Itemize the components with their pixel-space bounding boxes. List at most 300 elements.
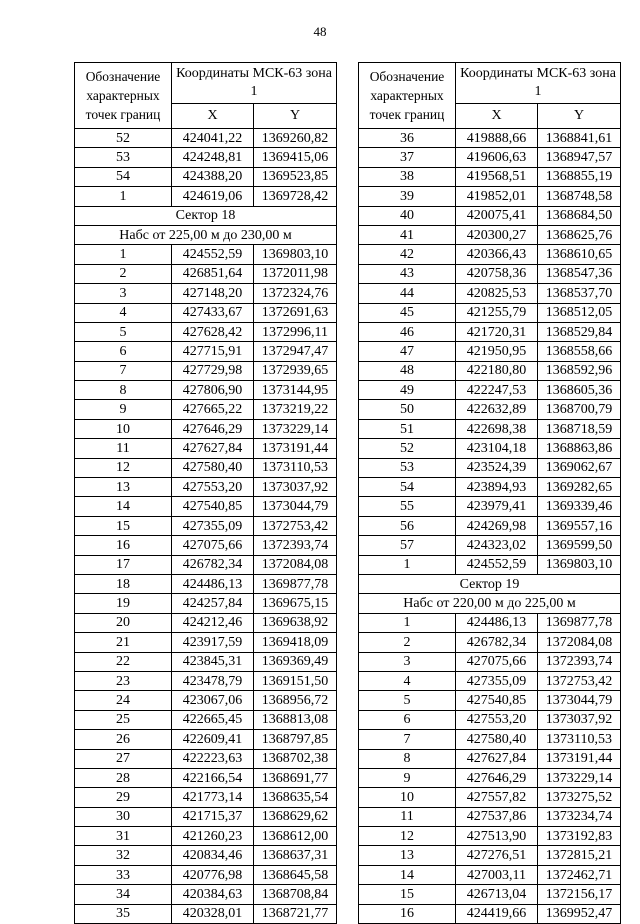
x-coordinate-cell: 427075,66	[172, 536, 254, 555]
x-coordinate-cell: 419606,63	[456, 148, 538, 167]
x-coordinate-cell: 420825,53	[456, 284, 538, 303]
y-coordinate-cell: 1372462,71	[538, 865, 621, 884]
table-row	[75, 129, 337, 148]
table-row	[75, 322, 337, 341]
point-number-cell: 27	[75, 749, 172, 768]
y-coordinate-cell: 1372947,47	[254, 342, 337, 361]
y-coordinate-cell: 1368956,72	[254, 691, 337, 710]
y-coordinate-cell: 1372753,42	[538, 671, 621, 690]
table-row	[359, 458, 621, 477]
x-coordinate-cell: 427553,20	[456, 710, 538, 729]
point-number-cell: 1	[75, 187, 172, 206]
point-number-cell: 22	[75, 652, 172, 671]
y-coordinate-cell: 1368691,77	[254, 768, 337, 787]
table-row	[359, 167, 621, 186]
point-number-cell: 5	[75, 322, 172, 341]
table-row	[359, 768, 621, 787]
table-row	[75, 885, 337, 904]
x-coordinate-cell: 424248,81	[172, 148, 254, 167]
point-number-cell: 52	[359, 439, 456, 458]
x-coordinate-cell: 423979,41	[456, 497, 538, 516]
section-heading-cell: Сектор 19	[359, 574, 621, 593]
x-coordinate-cell: 427646,29	[456, 768, 538, 787]
point-number-cell: 6	[359, 710, 456, 729]
table-row	[359, 594, 621, 613]
table-row	[75, 439, 337, 458]
x-coordinate-cell: 421773,14	[172, 788, 254, 807]
table-row	[75, 342, 337, 361]
section-heading-cell: Сектор 18	[75, 206, 337, 225]
table-row	[75, 613, 337, 632]
point-number-cell: 17	[75, 555, 172, 574]
x-coordinate-cell: 420075,41	[456, 206, 538, 225]
table-row	[359, 730, 621, 749]
table-row	[359, 439, 621, 458]
y-coordinate-cell: 1368592,96	[538, 361, 621, 380]
point-number-cell: 28	[75, 768, 172, 787]
y-coordinate-cell: 1373219,22	[254, 400, 337, 419]
y-coordinate-cell: 1372084,08	[254, 555, 337, 574]
table-row	[75, 594, 337, 613]
point-number-cell: 8	[359, 749, 456, 768]
y-coordinate-cell: 1368700,79	[538, 400, 621, 419]
table-row	[75, 245, 337, 264]
point-number-cell: 24	[75, 691, 172, 710]
x-coordinate-cell: 424552,59	[456, 555, 538, 574]
header-y: Y	[538, 103, 621, 128]
x-coordinate-cell: 420328,01	[172, 904, 254, 923]
point-number-cell: 44	[359, 284, 456, 303]
y-coordinate-cell: 1368547,36	[538, 264, 621, 283]
point-number-cell: 10	[75, 419, 172, 438]
point-number-cell: 19	[75, 594, 172, 613]
x-coordinate-cell: 423524,39	[456, 458, 538, 477]
x-coordinate-cell: 423067,06	[172, 691, 254, 710]
table-row	[359, 749, 621, 768]
table-row	[75, 303, 337, 322]
table-row	[75, 574, 337, 593]
point-number-cell: 53	[359, 458, 456, 477]
point-number-cell: 54	[359, 478, 456, 497]
y-coordinate-cell: 1372753,42	[254, 516, 337, 535]
x-coordinate-cell: 426851,64	[172, 264, 254, 283]
x-coordinate-cell: 427148,20	[172, 284, 254, 303]
point-number-cell: 6	[75, 342, 172, 361]
x-coordinate-cell: 424486,13	[456, 613, 538, 632]
point-number-cell: 55	[359, 497, 456, 516]
x-coordinate-cell: 426782,34	[456, 633, 538, 652]
x-coordinate-cell: 427537,86	[456, 807, 538, 826]
x-coordinate-cell: 427628,42	[172, 322, 254, 341]
y-coordinate-cell: 1369369,49	[254, 652, 337, 671]
y-coordinate-cell: 1369599,50	[538, 536, 621, 555]
table-row	[359, 284, 621, 303]
x-coordinate-cell: 427513,90	[456, 827, 538, 846]
point-number-cell: 26	[75, 730, 172, 749]
y-coordinate-cell: 1372084,08	[538, 633, 621, 652]
point-number-cell: 14	[359, 865, 456, 884]
point-number-cell: 42	[359, 245, 456, 264]
x-coordinate-cell: 427355,09	[456, 671, 538, 690]
x-coordinate-cell: 427580,40	[456, 730, 538, 749]
x-coordinate-cell: 422166,54	[172, 768, 254, 787]
x-coordinate-cell: 424486,13	[172, 574, 254, 593]
point-number-cell: 9	[359, 768, 456, 787]
y-coordinate-cell: 1373037,92	[254, 478, 337, 497]
table-row	[75, 419, 337, 438]
section-heading-cell: Набс от 225,00 м до 230,00 м	[75, 225, 337, 244]
table-row	[75, 400, 337, 419]
y-coordinate-cell: 1368629,62	[254, 807, 337, 826]
x-coordinate-cell: 427627,84	[172, 439, 254, 458]
y-coordinate-cell: 1372011,98	[254, 264, 337, 283]
x-coordinate-cell: 424552,59	[172, 245, 254, 264]
table-row	[75, 827, 337, 846]
x-coordinate-cell: 423478,79	[172, 671, 254, 690]
y-coordinate-cell: 1368610,65	[538, 245, 621, 264]
y-coordinate-cell: 1369151,50	[254, 671, 337, 690]
table-row	[75, 167, 337, 186]
table-row	[75, 671, 337, 690]
table-row	[75, 807, 337, 826]
table-row	[75, 652, 337, 671]
y-coordinate-cell: 1373044,79	[254, 497, 337, 516]
x-coordinate-cell: 427553,20	[172, 478, 254, 497]
x-coordinate-cell: 423894,93	[456, 478, 538, 497]
table-row	[359, 245, 621, 264]
table-row	[359, 478, 621, 497]
table-row	[359, 536, 621, 555]
x-coordinate-cell: 422180,80	[456, 361, 538, 380]
x-coordinate-cell: 423104,18	[456, 439, 538, 458]
point-number-cell: 13	[359, 846, 456, 865]
point-number-cell: 46	[359, 322, 456, 341]
y-coordinate-cell: 1369877,78	[538, 613, 621, 632]
header-x: X	[456, 103, 538, 128]
y-coordinate-cell: 1369877,78	[254, 574, 337, 593]
table-row	[359, 710, 621, 729]
table-row	[359, 381, 621, 400]
y-coordinate-cell: 1368635,54	[254, 788, 337, 807]
x-coordinate-cell: 427729,98	[172, 361, 254, 380]
table-row	[75, 691, 337, 710]
point-number-cell: 57	[359, 536, 456, 555]
point-number-cell: 13	[75, 478, 172, 497]
x-coordinate-cell: 423845,31	[172, 652, 254, 671]
y-coordinate-cell: 1369260,82	[254, 129, 337, 148]
y-coordinate-cell: 1368605,36	[538, 381, 621, 400]
x-coordinate-cell: 423917,59	[172, 633, 254, 652]
x-coordinate-cell: 424619,06	[172, 187, 254, 206]
point-number-cell: 1	[359, 555, 456, 574]
point-number-cell: 16	[359, 904, 456, 923]
table-row	[359, 652, 621, 671]
table-row	[359, 516, 621, 535]
y-coordinate-cell: 1369803,10	[254, 245, 337, 264]
y-coordinate-cell: 1373192,83	[538, 827, 621, 846]
y-coordinate-cell: 1372815,21	[538, 846, 621, 865]
point-number-cell: 49	[359, 381, 456, 400]
table-row	[75, 710, 337, 729]
point-number-cell: 14	[75, 497, 172, 516]
point-number-cell: 11	[359, 807, 456, 826]
table-row	[75, 730, 337, 749]
x-coordinate-cell: 427540,85	[172, 497, 254, 516]
y-coordinate-cell: 1368625,76	[538, 225, 621, 244]
table-row	[359, 419, 621, 438]
point-number-cell: 33	[75, 865, 172, 884]
table-row	[75, 633, 337, 652]
x-coordinate-cell: 427433,67	[172, 303, 254, 322]
y-coordinate-cell: 1369952,47	[538, 904, 621, 923]
header-x: X	[172, 103, 254, 128]
point-number-cell: 43	[359, 264, 456, 283]
table-row	[359, 555, 621, 574]
y-coordinate-cell: 1368718,59	[538, 419, 621, 438]
table-row	[359, 497, 621, 516]
table-row	[359, 206, 621, 225]
point-number-cell: 9	[75, 400, 172, 419]
x-coordinate-cell: 427646,29	[172, 419, 254, 438]
header-point-label: Обозначение характерных точек границ	[359, 63, 456, 129]
y-coordinate-cell: 1368748,58	[538, 187, 621, 206]
x-coordinate-cell: 427806,90	[172, 381, 254, 400]
point-number-cell: 48	[359, 361, 456, 380]
y-coordinate-cell: 1368708,84	[254, 885, 337, 904]
x-coordinate-cell: 420776,98	[172, 865, 254, 884]
x-coordinate-cell: 421950,95	[456, 342, 538, 361]
table-body-right	[359, 129, 621, 924]
x-coordinate-cell: 427075,66	[456, 652, 538, 671]
table-row	[359, 574, 621, 593]
y-coordinate-cell: 1369339,46	[538, 497, 621, 516]
point-number-cell: 29	[75, 788, 172, 807]
point-number-cell: 12	[75, 458, 172, 477]
x-coordinate-cell: 421255,79	[456, 303, 538, 322]
header-point-label: Обозначение характерных точек границ	[75, 63, 172, 129]
y-coordinate-cell: 1368645,58	[254, 865, 337, 884]
y-coordinate-cell: 1373110,53	[538, 730, 621, 749]
table-row	[75, 264, 337, 283]
header-coordinates: Координаты МСК-63 зона 1	[456, 63, 621, 104]
table-row	[359, 807, 621, 826]
x-coordinate-cell: 421715,37	[172, 807, 254, 826]
point-number-cell: 8	[75, 381, 172, 400]
x-coordinate-cell: 419888,66	[456, 129, 538, 148]
y-coordinate-cell: 1368529,84	[538, 322, 621, 341]
table-row	[359, 129, 621, 148]
x-coordinate-cell: 420758,36	[456, 264, 538, 283]
table-row	[359, 788, 621, 807]
x-coordinate-cell: 420834,46	[172, 846, 254, 865]
point-number-cell: 15	[75, 516, 172, 535]
x-coordinate-cell: 426713,04	[456, 885, 538, 904]
point-number-cell: 21	[75, 633, 172, 652]
point-number-cell: 36	[359, 129, 456, 148]
x-coordinate-cell: 422223,63	[172, 749, 254, 768]
x-coordinate-cell: 424269,98	[456, 516, 538, 535]
y-coordinate-cell: 1373229,14	[254, 419, 337, 438]
x-coordinate-cell: 427580,40	[172, 458, 254, 477]
x-coordinate-cell: 427627,84	[456, 749, 538, 768]
table-row	[75, 148, 337, 167]
y-coordinate-cell: 1368558,66	[538, 342, 621, 361]
y-coordinate-cell: 1368612,00	[254, 827, 337, 846]
table-row	[75, 536, 337, 555]
table-row	[359, 691, 621, 710]
point-number-cell: 45	[359, 303, 456, 322]
x-coordinate-cell: 422698,38	[456, 419, 538, 438]
page-number: 48	[313, 24, 327, 39]
point-number-cell: 51	[359, 419, 456, 438]
x-coordinate-cell: 422247,53	[456, 381, 538, 400]
table-row	[75, 768, 337, 787]
y-coordinate-cell: 1373044,79	[538, 691, 621, 710]
point-number-cell: 25	[75, 710, 172, 729]
y-coordinate-cell: 1368797,85	[254, 730, 337, 749]
table-row	[359, 361, 621, 380]
y-coordinate-cell: 1373191,44	[254, 439, 337, 458]
x-coordinate-cell: 421260,23	[172, 827, 254, 846]
point-number-cell: 41	[359, 225, 456, 244]
header-y: Y	[254, 103, 337, 128]
table-row	[359, 633, 621, 652]
x-coordinate-cell: 427540,85	[456, 691, 538, 710]
point-number-cell: 54	[75, 167, 172, 186]
y-coordinate-cell: 1368813,08	[254, 710, 337, 729]
point-number-cell: 4	[75, 303, 172, 322]
y-coordinate-cell: 1369638,92	[254, 613, 337, 632]
x-coordinate-cell: 424041,22	[172, 129, 254, 148]
y-coordinate-cell: 1369557,16	[538, 516, 621, 535]
x-coordinate-cell: 424323,02	[456, 536, 538, 555]
x-coordinate-cell: 422632,89	[456, 400, 538, 419]
x-coordinate-cell: 427003,11	[456, 865, 538, 884]
y-coordinate-cell: 1373144,95	[254, 381, 337, 400]
x-coordinate-cell: 427276,51	[456, 846, 538, 865]
y-coordinate-cell: 1373037,92	[538, 710, 621, 729]
x-coordinate-cell: 420384,63	[172, 885, 254, 904]
x-coordinate-cell: 420300,27	[456, 225, 538, 244]
x-coordinate-cell: 420366,43	[456, 245, 538, 264]
x-coordinate-cell: 424257,84	[172, 594, 254, 613]
coordinates-table-left	[74, 62, 337, 924]
coordinates-table-right	[358, 62, 621, 924]
x-coordinate-cell: 422609,41	[172, 730, 254, 749]
x-coordinate-cell: 419852,01	[456, 187, 538, 206]
table-row	[75, 749, 337, 768]
table-row	[359, 322, 621, 341]
table-body-left	[75, 129, 337, 924]
y-coordinate-cell: 1369523,85	[254, 167, 337, 186]
y-coordinate-cell: 1369728,42	[254, 187, 337, 206]
point-number-cell: 3	[75, 284, 172, 303]
point-number-cell: 12	[359, 827, 456, 846]
y-coordinate-cell: 1369282,65	[538, 478, 621, 497]
point-number-cell: 20	[75, 613, 172, 632]
x-coordinate-cell: 421720,31	[456, 322, 538, 341]
y-coordinate-cell: 1369675,15	[254, 594, 337, 613]
point-number-cell: 1	[359, 613, 456, 632]
point-number-cell: 37	[359, 148, 456, 167]
point-number-cell: 50	[359, 400, 456, 419]
table-row	[75, 225, 337, 244]
x-coordinate-cell: 427557,82	[456, 788, 538, 807]
y-coordinate-cell: 1369803,10	[538, 555, 621, 574]
table-row	[75, 187, 337, 206]
x-coordinate-cell: 426782,34	[172, 555, 254, 574]
table-row	[359, 400, 621, 419]
point-number-cell: 31	[75, 827, 172, 846]
point-number-cell: 35	[75, 904, 172, 923]
table-row	[359, 846, 621, 865]
y-coordinate-cell: 1372939,65	[254, 361, 337, 380]
table-row	[75, 516, 337, 535]
y-coordinate-cell: 1368855,19	[538, 167, 621, 186]
table-row	[359, 613, 621, 632]
table-row	[359, 904, 621, 923]
point-number-cell: 34	[75, 885, 172, 904]
table-row	[359, 885, 621, 904]
point-number-cell: 11	[75, 439, 172, 458]
y-coordinate-cell: 1372996,11	[254, 322, 337, 341]
point-number-cell: 23	[75, 671, 172, 690]
y-coordinate-cell: 1372691,63	[254, 303, 337, 322]
table-row	[359, 303, 621, 322]
point-number-cell: 4	[359, 671, 456, 690]
point-number-cell: 47	[359, 342, 456, 361]
y-coordinate-cell: 1369418,09	[254, 633, 337, 652]
point-number-cell: 52	[75, 129, 172, 148]
y-coordinate-cell: 1372324,76	[254, 284, 337, 303]
table-row	[75, 904, 337, 923]
point-number-cell: 39	[359, 187, 456, 206]
table-row	[359, 225, 621, 244]
table-row	[359, 865, 621, 884]
section-heading-cell: Набс от 220,00 м до 225,00 м	[359, 594, 621, 613]
table-row	[75, 361, 337, 380]
table-row	[75, 865, 337, 884]
y-coordinate-cell: 1368863,86	[538, 439, 621, 458]
y-coordinate-cell: 1368702,38	[254, 749, 337, 768]
x-coordinate-cell: 424419,66	[456, 904, 538, 923]
y-coordinate-cell: 1368512,05	[538, 303, 621, 322]
point-number-cell: 18	[75, 574, 172, 593]
y-coordinate-cell: 1368841,61	[538, 129, 621, 148]
y-coordinate-cell: 1373275,52	[538, 788, 621, 807]
y-coordinate-cell: 1368947,57	[538, 148, 621, 167]
table-row	[359, 827, 621, 846]
x-coordinate-cell: 419568,51	[456, 167, 538, 186]
point-number-cell: 7	[359, 730, 456, 749]
table-row	[359, 264, 621, 283]
point-number-cell: 10	[359, 788, 456, 807]
point-number-cell: 5	[359, 691, 456, 710]
table-row	[75, 381, 337, 400]
x-coordinate-cell: 427665,22	[172, 400, 254, 419]
table-row	[75, 788, 337, 807]
y-coordinate-cell: 1372156,17	[538, 885, 621, 904]
y-coordinate-cell: 1368721,77	[254, 904, 337, 923]
table-row	[75, 206, 337, 225]
y-coordinate-cell: 1368684,50	[538, 206, 621, 225]
table-row	[75, 478, 337, 497]
y-coordinate-cell: 1368637,31	[254, 846, 337, 865]
point-number-cell: 2	[75, 264, 172, 283]
table-row	[359, 148, 621, 167]
point-number-cell: 2	[359, 633, 456, 652]
x-coordinate-cell: 427715,91	[172, 342, 254, 361]
